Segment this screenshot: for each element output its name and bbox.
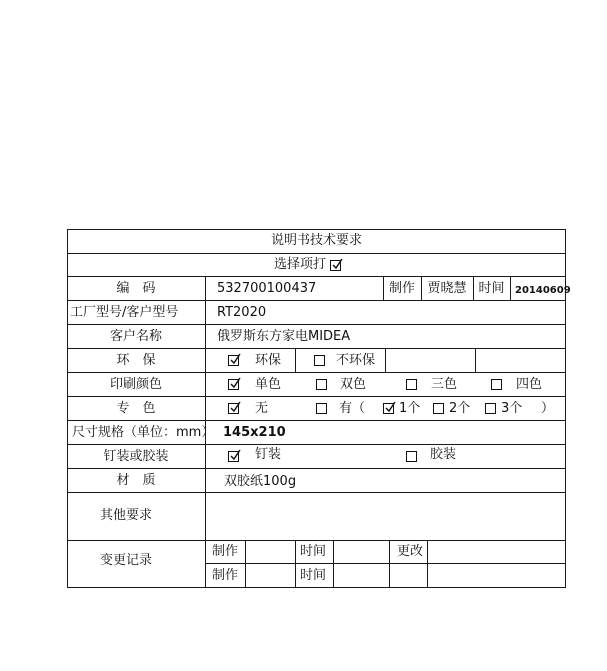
code-value: 532700100437 [217,281,317,296]
sample-checkbox [330,260,341,271]
staple-label: 钉装 [255,447,282,462]
maker-value: 贾晓慧 [427,281,467,296]
four-color-checkbox[interactable] [491,379,502,390]
rule [67,229,566,230]
rule [385,348,386,372]
size-label: 尺寸规格（单位：mm） [72,425,215,440]
code-label: 编 码 [116,281,156,296]
rule [67,372,566,373]
change-label: 变更记录 [99,553,152,568]
customer-label: 客户名称 [109,329,162,344]
double-color-checkbox[interactable] [316,379,327,390]
spot-yes-label: 有（ [339,401,366,416]
non-eco-option-label: 不环保 [336,353,376,368]
form-title: 说明书技术要求 [270,233,362,248]
eco-label: 环 保 [116,353,156,368]
check-icon [229,353,242,366]
spot-none-label: 无 [255,401,269,416]
rule [475,348,476,372]
spot-two-checkbox[interactable] [433,403,444,414]
double-color-label: 双色 [340,377,367,392]
rule [67,492,566,493]
model-label: 工厂型号/客户型号 [70,305,179,320]
spot-three-label: 3个 [501,401,523,416]
binding-label: 钉装或胶装 [103,449,169,464]
rule [67,324,566,325]
rule [67,468,566,469]
material-value: 双胶纸100g [224,474,297,489]
single-color-checkbox[interactable] [228,379,239,390]
time-label: 时间 [478,281,505,296]
three-color-checkbox[interactable] [406,379,417,390]
time-value: 20140609 [515,285,571,296]
rule [295,348,296,372]
spot-three-checkbox[interactable] [485,403,496,414]
rule [389,540,390,588]
spot-label: 专 色 [116,401,156,416]
rule [67,253,566,254]
model-value: RT2020 [217,305,267,320]
rule [67,444,566,445]
spot-two-label: 2个 [449,401,471,416]
spot-one-checkbox[interactable] [383,403,394,414]
check-icon [229,449,242,462]
material-label: 材 质 [116,473,156,488]
rule [67,276,566,277]
change-time-label-2: 时间 [300,568,327,583]
three-color-label: 三色 [431,377,458,392]
rule [67,420,566,421]
rule [295,540,296,588]
rule [427,540,428,588]
check-icon [331,258,344,271]
change-maker-label-1: 制作 [212,544,239,559]
rule [67,540,566,541]
non-eco-checkbox[interactable] [314,355,325,366]
check-icon [229,401,242,414]
other-label: 其他要求 [99,508,152,523]
customer-value: 俄罗斯东方家电MIDEA [217,329,351,344]
check-icon [229,377,242,390]
maker-label: 制作 [388,281,415,296]
glue-checkbox[interactable] [406,451,417,462]
single-color-label: 单色 [255,377,282,392]
rule [67,396,566,397]
rule [205,563,566,564]
rule [67,587,566,588]
spot-close-paren: ） [541,401,555,416]
staple-checkbox[interactable] [228,451,239,462]
spot-yes-checkbox[interactable] [316,403,327,414]
rule [510,276,511,300]
rule [333,540,334,588]
four-color-label: 四色 [516,377,543,392]
spot-none-checkbox[interactable] [228,403,239,414]
eco-checkbox[interactable] [228,355,239,366]
change-change-label-1: 更改 [397,544,424,559]
spot-one-label: 1个 [399,401,421,416]
check-icon [384,401,397,414]
rule [67,348,566,349]
eco-option-label: 环保 [255,353,282,368]
size-value: 145x210 [223,425,286,440]
rule [67,300,566,301]
glue-label: 胶装 [430,447,457,462]
print-label: 印刷颜色 [109,377,162,392]
change-maker-label-2: 制作 [212,568,239,583]
rule [245,540,246,588]
change-time-label-1: 时间 [300,544,327,559]
select-prompt: 选择项打 [274,257,327,272]
